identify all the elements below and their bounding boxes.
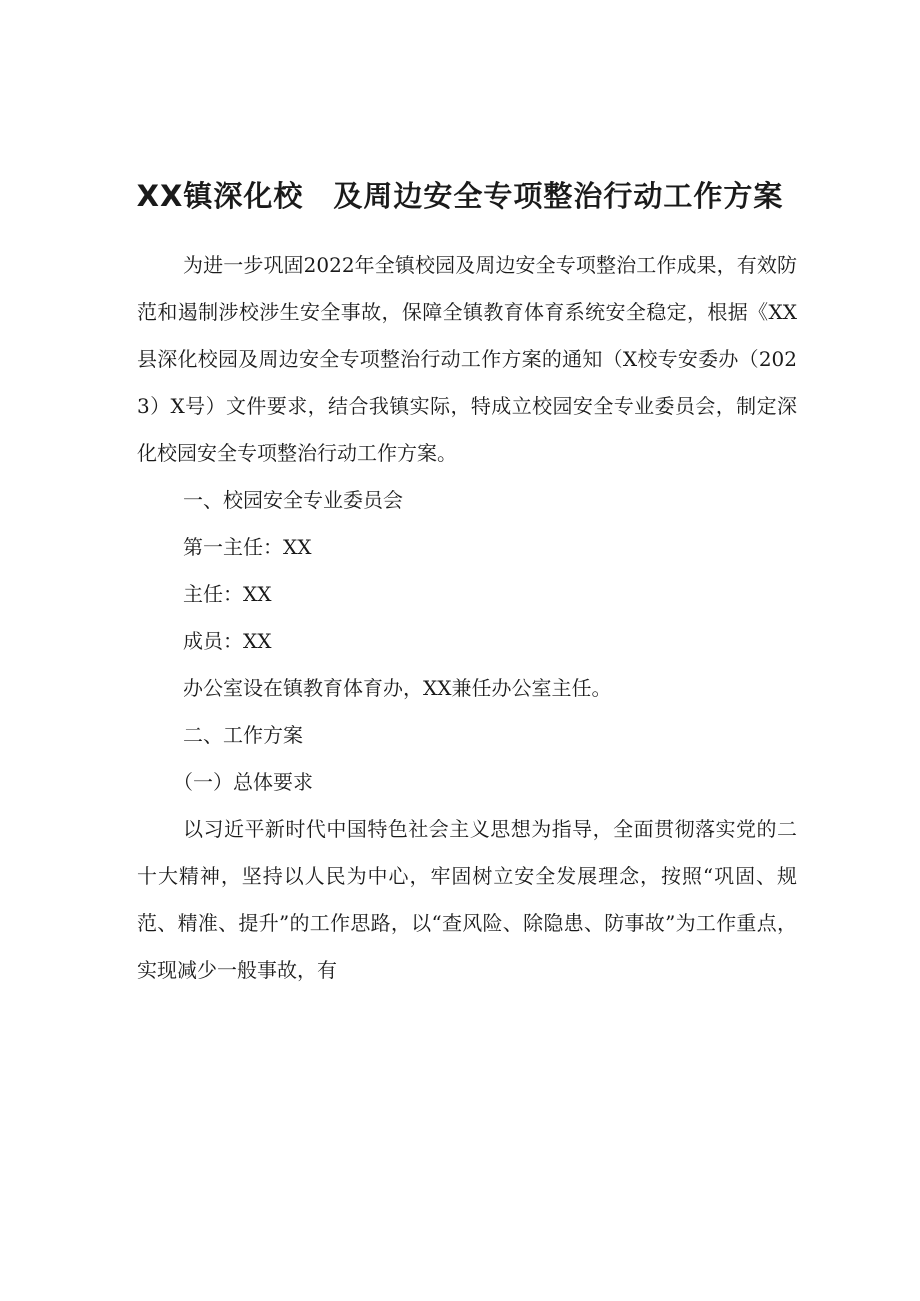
requirements-paragraph: 以习近平新时代中国特色社会主义思想为指导，全面贯彻落实党的二十大精神，坚持以人民为中心，牢固树立安全发展理念，按照“巩固、规范、精准、提升”的工作思路，以“查风险、除隐患、防事故”为工作重点，实现减少一般事故，有 <box>137 817 797 982</box>
section-heading-committee: 一、校园安全专业委员会 <box>183 488 403 512</box>
intro-paragraph: 为进一步巩固2022年全镇校园及周边安全专项整治工作成果，有效防范和遏制涉校涉生安全事故，保障全镇教育体育系统安全稳定，根据《XX县深化校园及周边安全专项整治行动工作方案的通知（X校专安委办（2023）X号）文件要求，结合我镇实际，特成立校园安全专业委员会，制定深化校园安全专项整治行动工作方案。 <box>137 253 797 465</box>
office-note: 办公室设在镇教育体育办，XX兼任办公室主任。 <box>183 676 612 700</box>
first-director-line: 第一主任：XX <box>183 535 312 559</box>
director-line: 主任：XX <box>183 582 272 606</box>
members-line: 成员：XX <box>183 629 272 653</box>
section-heading-plan: 二、工作方案 <box>183 723 303 747</box>
document-title: XX镇深化校 及周边安全专项整治行动工作方案 <box>136 179 784 213</box>
document-body <box>137 242 797 994</box>
subsection-heading-requirements: （一）总体要求 <box>173 770 313 794</box>
